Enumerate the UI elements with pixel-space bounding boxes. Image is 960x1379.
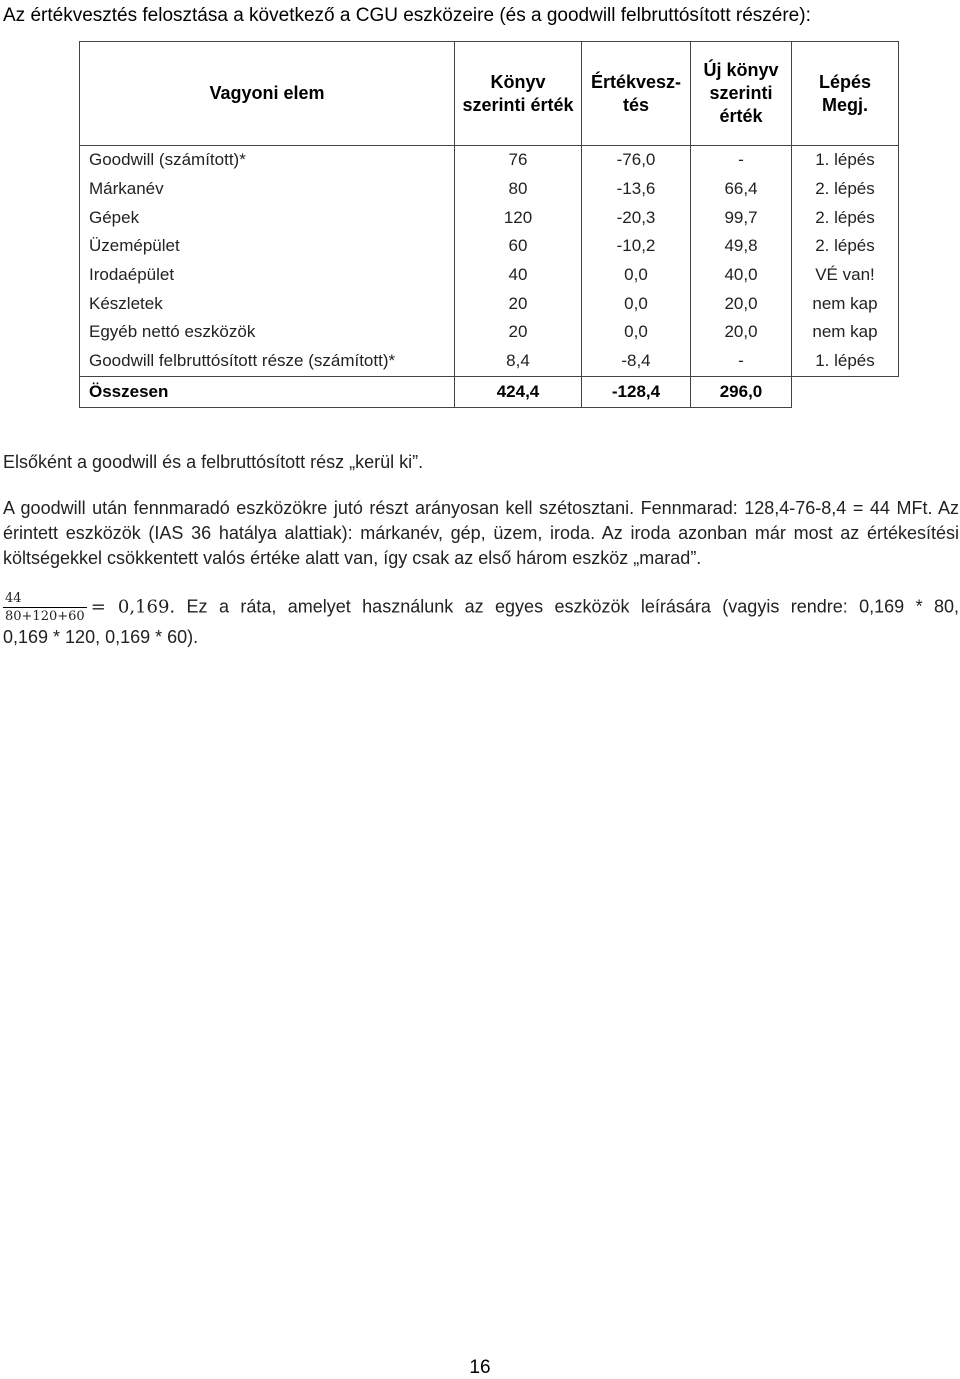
cell-new: - — [691, 347, 792, 376]
cell-loss: -20,3 — [582, 203, 691, 232]
cell-book: 80 — [455, 175, 582, 204]
cell-step: 2. lépés — [792, 175, 899, 204]
cell-loss: -76,0 — [582, 146, 691, 175]
paragraph-first-step: Elsőként a goodwill és a felbruttósított rész „kerül ki”. — [3, 452, 424, 472]
formula-line — [3, 590, 959, 625]
table-row — [80, 203, 899, 232]
header-line: Értékvesz- — [590, 71, 682, 92]
header-line: érték — [719, 106, 763, 126]
cell-item: Goodwill (számított)* — [80, 146, 455, 175]
impairment-table — [79, 41, 899, 408]
table-row — [80, 261, 899, 290]
cell-new: 66,4 — [691, 175, 792, 204]
cell-step: 1. lépés — [792, 347, 899, 376]
header-line: Könyv — [490, 71, 546, 92]
fraction-numerator: 44 — [5, 591, 22, 606]
cell-book: 8,4 — [455, 347, 582, 376]
table-row — [80, 347, 899, 376]
cell-loss: -13,6 — [582, 175, 691, 204]
cell-total-new: 296,0 — [691, 376, 792, 407]
intro-text: Az értékvesztés felosztása a következő a CGU eszközeire (és a goodwill felbruttósított részére): — [3, 5, 811, 26]
cell-new: 20,0 — [691, 318, 792, 347]
cell-loss: 0,0 — [582, 289, 691, 318]
formula-result: = 0,169. — [90, 596, 176, 618]
cell-loss: 0,0 — [582, 318, 691, 347]
cell-item: Üzemépület — [80, 232, 455, 261]
table-row — [80, 232, 899, 261]
cell-item: Gépek — [80, 203, 455, 232]
fraction-denominator: 80+120+60 — [5, 609, 85, 624]
cell-step: nem kap — [792, 289, 899, 318]
cell-book: 120 — [455, 203, 582, 232]
formula-block — [3, 590, 959, 650]
cell-total-item: Összesen — [80, 376, 455, 407]
cell-loss: 0,0 — [582, 261, 691, 290]
header-ertekvesztes — [582, 42, 691, 146]
fraction — [3, 590, 87, 625]
cell-step: 2. lépés — [792, 203, 899, 232]
cell-new: 40,0 — [691, 261, 792, 290]
header-line: szerinti — [709, 83, 773, 103]
table-row — [80, 318, 899, 347]
cell-item: Készletek — [80, 289, 455, 318]
table-row — [80, 146, 899, 175]
cell-step: 1. lépés — [792, 146, 899, 175]
cell-book: 20 — [455, 289, 582, 318]
cell-total-book: 424,4 — [455, 376, 582, 407]
cell-new: 99,7 — [691, 203, 792, 232]
cell-total-loss: -128,4 — [582, 376, 691, 407]
paragraph-allocation: A goodwill után fennmaradó eszközökre jutó részt arányosan kell szétosztani. Fennmarad: 128,4-76-8,4 = 44 MFt. Az érintett eszközök (IAS 36 hatálya alattiak): márkanév, gép, üzem, iroda. Az iroda azonban már most az értékesítési költségekkel csökkentett valós értéke alatt van, így csak az első három eszköz „marad”. — [3, 498, 959, 568]
table-row — [80, 175, 899, 204]
formula-text-line2: 0,169 * 120, 0,169 * 60). — [3, 627, 199, 647]
cell-total-step — [792, 376, 899, 407]
cell-loss: -10,2 — [582, 232, 691, 261]
cell-item: Márkanév — [80, 175, 455, 204]
cell-book: 20 — [455, 318, 582, 347]
cell-item: Goodwill felbruttósított része (számított)* — [80, 347, 455, 376]
formula-text-line1: Ez a ráta, amelyet használunk az egyes eszközök leírására (vagyis rendre: 0,169 * 80, — [186, 596, 959, 617]
header-konyv-szerinti-ertek — [455, 42, 582, 146]
header-vagyoni-elem: Vagyoni elem — [80, 42, 455, 146]
header-line: tés — [622, 94, 649, 115]
cell-loss: -8,4 — [582, 347, 691, 376]
table-row — [80, 289, 899, 318]
cell-item: Irodaépület — [80, 261, 455, 290]
table-header-row — [80, 42, 899, 146]
cell-new: 49,8 — [691, 232, 792, 261]
cell-step: nem kap — [792, 318, 899, 347]
cell-new: - — [691, 146, 792, 175]
cell-step: VÉ van! — [792, 261, 899, 290]
header-uj-konyv-szerinti-ertek — [691, 42, 792, 146]
cell-step: 2. lépés — [792, 232, 899, 261]
cell-book: 40 — [455, 261, 582, 290]
table-total-row — [80, 376, 899, 407]
header-line: Megj. — [821, 94, 868, 115]
header-line: Új könyv — [703, 60, 779, 80]
cell-book: 76 — [455, 146, 582, 175]
cell-book: 60 — [455, 232, 582, 261]
header-line: Lépés — [818, 71, 872, 92]
header-lepes-megj — [792, 42, 899, 146]
page-number: 16 — [469, 1357, 491, 1378]
cell-new: 20,0 — [691, 289, 792, 318]
header-line: szerinti érték — [462, 94, 574, 115]
cell-item: Egyéb nettó eszközök — [80, 318, 455, 347]
